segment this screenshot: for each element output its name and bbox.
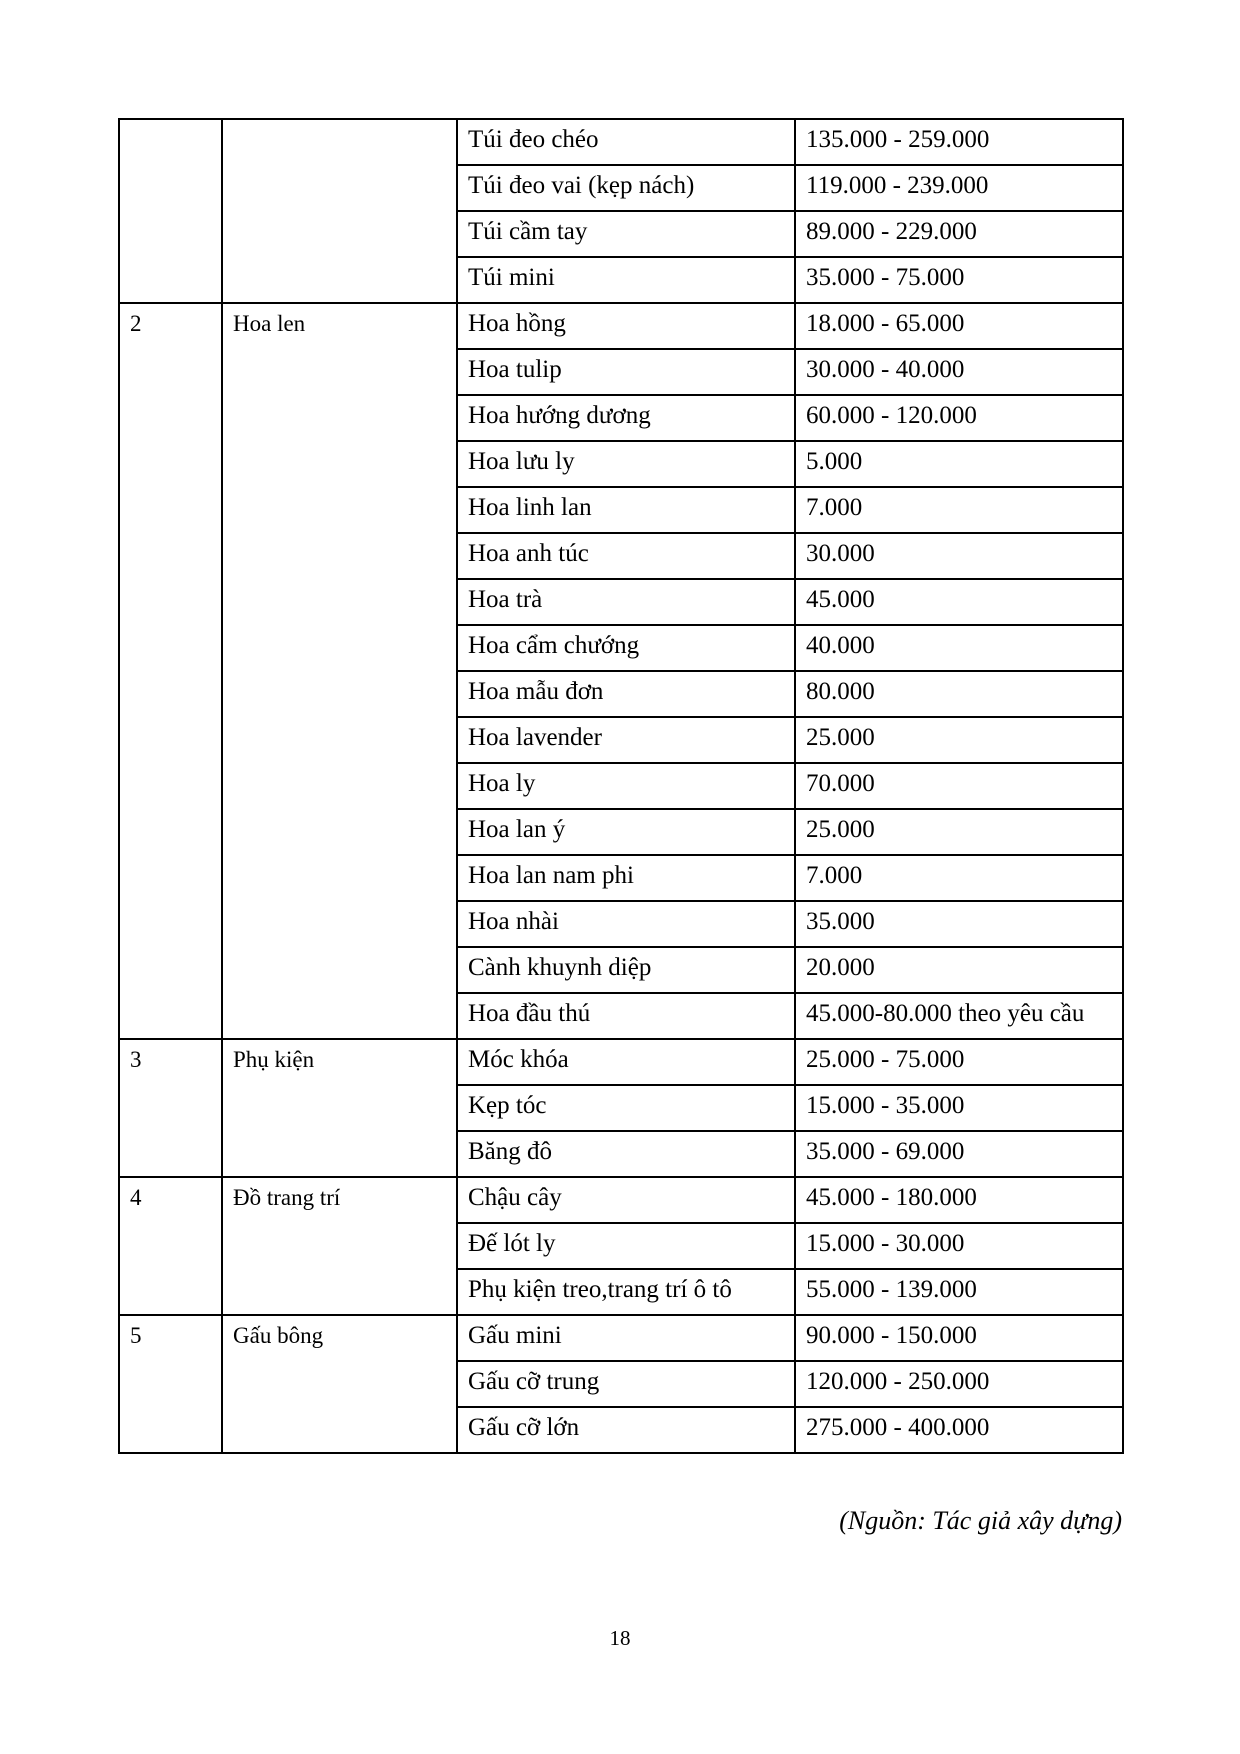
price-cell: 60.000 - 120.000 (795, 395, 1123, 441)
price-table (118, 118, 1124, 1454)
product-name-cell: Cành khuynh diệp (457, 947, 795, 993)
group-name-cell: Hoa len (222, 303, 457, 1039)
table-row (119, 1039, 1123, 1085)
group-number-cell: 3 (119, 1039, 222, 1177)
price-cell: 18.000 - 65.000 (795, 303, 1123, 349)
price-cell: 70.000 (795, 763, 1123, 809)
product-name-cell: Hoa nhài (457, 901, 795, 947)
product-name-cell: Hoa anh túc (457, 533, 795, 579)
page-number: 18 (609, 1626, 631, 1650)
product-name-cell: Hoa đầu thú (457, 993, 795, 1039)
price-cell: 90.000 - 150.000 (795, 1315, 1123, 1361)
product-name-cell: Hoa trà (457, 579, 795, 625)
price-cell: 45.000 (795, 579, 1123, 625)
product-name-cell: Gấu cỡ lớn (457, 1407, 795, 1453)
product-name-cell: Băng đô (457, 1131, 795, 1177)
price-cell: 80.000 (795, 671, 1123, 717)
price-cell: 30.000 (795, 533, 1123, 579)
product-name-cell: Hoa hướng dương (457, 395, 795, 441)
price-table-body (119, 119, 1123, 1453)
product-name-cell: Gấu cỡ trung (457, 1361, 795, 1407)
group-number-cell: 5 (119, 1315, 222, 1453)
price-cell: 25.000 (795, 809, 1123, 855)
product-name-cell: Túi cầm tay (457, 211, 795, 257)
price-cell: 55.000 - 139.000 (795, 1269, 1123, 1315)
price-cell: 35.000 - 75.000 (795, 257, 1123, 303)
product-name-cell: Móc khóa (457, 1039, 795, 1085)
source-note: (Nguồn: Tác giả xây dựng) (839, 1506, 1122, 1535)
price-cell: 35.000 - 69.000 (795, 1131, 1123, 1177)
price-cell: 25.000 - 75.000 (795, 1039, 1123, 1085)
product-name-cell: Gấu mini (457, 1315, 795, 1361)
table-row (119, 1315, 1123, 1361)
table-row (119, 119, 1123, 165)
product-name-cell: Hoa hồng (457, 303, 795, 349)
group-number-cell: 4 (119, 1177, 222, 1315)
group-name-cell: Gấu bông (222, 1315, 457, 1453)
product-name-cell: Đế lót ly (457, 1223, 795, 1269)
price-cell: 45.000 - 180.000 (795, 1177, 1123, 1223)
group-number-cell (119, 119, 222, 303)
price-cell: 15.000 - 30.000 (795, 1223, 1123, 1269)
price-cell: 40.000 (795, 625, 1123, 671)
group-name-cell (222, 119, 457, 303)
product-name-cell: Hoa ly (457, 763, 795, 809)
price-cell: 135.000 - 259.000 (795, 119, 1123, 165)
product-name-cell: Phụ kiện treo,trang trí ô tô (457, 1269, 795, 1315)
product-name-cell: Hoa lưu ly (457, 441, 795, 487)
price-cell: 275.000 - 400.000 (795, 1407, 1123, 1453)
group-number-cell: 2 (119, 303, 222, 1039)
product-name-cell: Hoa linh lan (457, 487, 795, 533)
price-cell: 15.000 - 35.000 (795, 1085, 1123, 1131)
price-cell: 119.000 - 239.000 (795, 165, 1123, 211)
group-name-cell: Phụ kiện (222, 1039, 457, 1177)
price-cell: 35.000 (795, 901, 1123, 947)
price-cell: 45.000-80.000 theo yêu cầu (795, 993, 1123, 1039)
product-name-cell: Hoa tulip (457, 349, 795, 395)
product-name-cell: Chậu cây (457, 1177, 795, 1223)
product-name-cell: Túi đeo vai (kẹp nách) (457, 165, 795, 211)
product-name-cell: Túi mini (457, 257, 795, 303)
product-name-cell: Túi đeo chéo (457, 119, 795, 165)
table-row (119, 303, 1123, 349)
product-name-cell: Hoa lan ý (457, 809, 795, 855)
price-cell: 30.000 - 40.000 (795, 349, 1123, 395)
price-cell: 7.000 (795, 855, 1123, 901)
price-cell: 25.000 (795, 717, 1123, 763)
price-cell: 5.000 (795, 441, 1123, 487)
product-name-cell: Hoa mẫu đơn (457, 671, 795, 717)
table-row (119, 1177, 1123, 1223)
price-cell: 20.000 (795, 947, 1123, 993)
price-cell: 7.000 (795, 487, 1123, 533)
product-name-cell: Hoa lan nam phi (457, 855, 795, 901)
product-name-cell: Kẹp tóc (457, 1085, 795, 1131)
product-name-cell: Hoa lavender (457, 717, 795, 763)
product-name-cell: Hoa cẩm chướng (457, 625, 795, 671)
price-cell: 89.000 - 229.000 (795, 211, 1123, 257)
group-name-cell: Đồ trang trí (222, 1177, 457, 1315)
price-cell: 120.000 - 250.000 (795, 1361, 1123, 1407)
